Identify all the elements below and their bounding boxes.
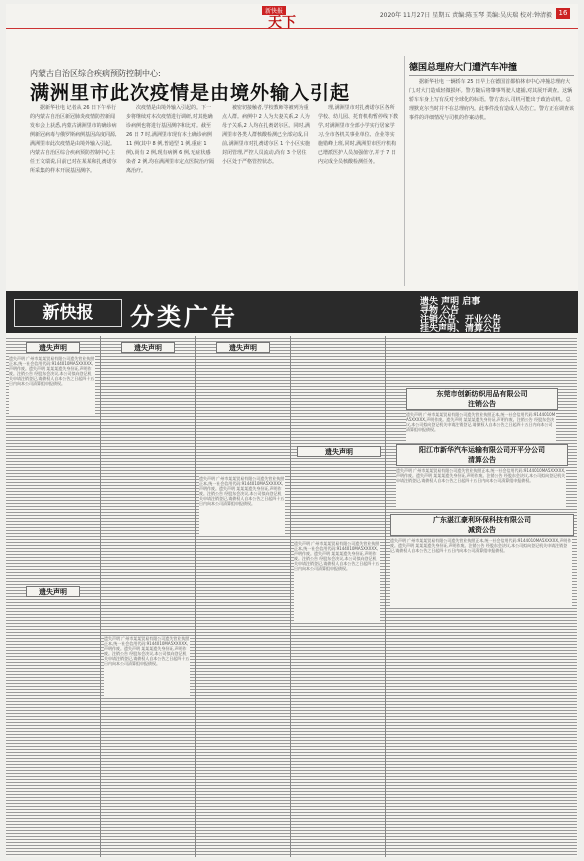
ad-heading: 遗失声明 bbox=[26, 342, 80, 353]
ad-text: 遗失声明 广州市某某贸易有限公司遗失营业执照正本,统一社会信用代码:9144010MA5XXXXX,声明作废。遗失声明 某某某遗失身份证,声明作废。注销公告 经股东会决议,本公司拟向登记机关申请注销登记,请债权人自本公告之日起四十五日内向本公司清算组申报债权。 bbox=[9, 356, 95, 416]
ad-column-2 bbox=[101, 336, 196, 857]
company-notice-3 bbox=[390, 514, 574, 536]
news-column-1: 据新华社电 记者从 26 日下午举行的内蒙古自治区新冠肺炎疫情防控新闻发布会上获悉,内蒙古满洲里市的确诊病例新冠病毒与俄罗斯病例基因高度同源,满洲里市此次疫情是由境外输入引起。内蒙古自治区综合疾病预防控制中心主任王文瑞说,目前已对在某某和扎赉诺尔所采集的样本开展基因测序。 bbox=[30, 105, 117, 174]
newspaper-page bbox=[6, 4, 578, 857]
ad-heading: 遗失声明 bbox=[297, 446, 381, 457]
ad-heading: 遗失声明 bbox=[121, 342, 175, 353]
section-title: 天下 bbox=[268, 15, 296, 31]
ad-text: 遗失声明 广州市某某贸易有限公司遗失营业执照正本,统一社会信用代码:9144010MA5XXXXX,声明作废。遗失声明 某某某遗失身份证,声明作废。注销公告 经股东会决议,本公司拟向登记机关申请注销登记,请债权人自本公告之日起四十五日内向本公司清算组申报债权。 bbox=[390, 538, 572, 608]
notice-type: 注销公告 bbox=[468, 400, 496, 408]
ad-text: 遗失声明 广州市某某贸易有限公司遗失营业执照正本,统一社会信用代码:9144010MA5XXXXX,声明作废。遗失声明 某某某遗失身份证,声明作废。注销公告 经股东会决议,本公司拟向登记机关申请注销登记,请债权人自本公告之日起四十五日内向本公司清算组申报债权。 bbox=[199, 476, 285, 536]
news-column-2: 次疫情是由境外输入引起的。下一步将继续对本次疫情进行调研,对其他确诊病例也将进行基因测序和比对。截至 26 日 7 时,满洲里市现有本土确诊病例 11 例(其中 8 例,普通型 1 例,重症 1 例),尚有 2 例,现有病例 6 例,无症状感染者 2 例,均在满洲里市定点医院治疗隔离治疗。 bbox=[126, 105, 214, 174]
ad-column-1 bbox=[6, 336, 101, 857]
ad-text: 遗失声明 广州市某某贸易有限公司遗失营业执照正本,统一社会信用代码:9144010MA5XXXXX,声明作废。遗失声明 某某某遗失身份证,声明作废。注销公告 经股东会决议,本公司拟向登记机关申请注销登记,请债权人自本公告之日起四十五日内向本公司清算组申报债权。 bbox=[104, 636, 190, 696]
ad-text: 遗失声明 广州市某某贸易有限公司遗失营业执照正本,统一社会信用代码:9144010MA5XXXXX,声明作废。遗失声明 某某某遗失身份证,声明作废。注销公告 经股东会决议,本公司拟向登记机关申请注销登记,请债权人自本公告之日起四十五日内向本公司清算组申报债权。 bbox=[396, 468, 566, 508]
section-tag: 新快报 bbox=[262, 6, 286, 15]
ad-text: 遗失声明 广州市某某贸易有限公司遗失营业执照正本,统一社会信用代码:9144010MA5XXXXX,声明作废。遗失声明 某某某遗失身份证,声明作废。注销公告 经股东会决议,本公司拟向登记机关申请注销登记,请债权人自本公告之日起四十五日内向本公司清算组申报债权。 bbox=[294, 541, 380, 621]
news-headline: 满洲里市此次疫情是由境外输入引起 bbox=[30, 82, 351, 104]
side-story-body: 据新华社电 一辆轿车 25 日早上在德国首都柏林市中心冲撞总理府大门,对大门造成轻微损坏。警方随后将肇事驾驶人逮捕,对其展开调查。这辆轿车车身上写有反对全球化的标语。警方表示,司机可能出于政治动机。总理默克尔当时并不在总理府内。此事件没有造成人员伤亡。警方正在调查该事件的详细情况与司机的作案动机。 bbox=[409, 79, 574, 121]
company-name: 广东湛江豪利环保科技有限公司 bbox=[433, 516, 531, 524]
news-column-4: 理,满洲里市对扎赉诺尔区各所学校、幼儿园、托育机构暂停线下教学,对满洲里市全部小学实行居家学习,全市各机关事业单位、企业等实施错峰上班,同时,满洲里市医疗机构已增派医护人员加强值守,并于 7 日内完成全员核酸检测任务。 bbox=[318, 105, 398, 165]
classified-grid bbox=[6, 336, 578, 857]
ad-column-5 bbox=[386, 336, 577, 857]
news-section bbox=[6, 30, 578, 288]
news-kicker: 内蒙古自治区综合疾病预防控制中心: bbox=[30, 69, 161, 78]
banner-line-1: 遗失 声明 启事 bbox=[420, 297, 481, 307]
company-name: 东莞市创新纺织用品有限公司 bbox=[436, 390, 528, 398]
company-notice-1 bbox=[406, 388, 558, 410]
date-line: 2020年 11月27日 星期五 责编:陈玉琴 美编:吴庆瑞 校对:钟清毅 bbox=[379, 12, 552, 19]
ad-column-3 bbox=[196, 336, 291, 857]
page-header bbox=[6, 4, 578, 29]
brand-logo: 新快报 bbox=[14, 299, 122, 327]
ad-text: 遗失声明 广州市某某贸易有限公司遗失营业执照正本,统一社会信用代码:9144010MA5XXXXX,声明作废。遗失声明 某某某遗失身份证,声明作废。注销公告 经股东会决议,本公司拟向登记机关申请注销登记,请债权人自本公告之日起四十五日内向本公司清算组申报债权。 bbox=[406, 412, 556, 442]
company-notice-2 bbox=[396, 444, 568, 466]
classified-banner bbox=[6, 291, 578, 333]
notice-type: 减资公告 bbox=[468, 526, 496, 534]
banner-line-2: 寻物 公告 bbox=[420, 306, 460, 316]
banner-line-3: 注销公告、开业公告 bbox=[420, 315, 502, 325]
ad-column-4 bbox=[291, 336, 386, 857]
column-divider bbox=[404, 56, 405, 286]
notice-type: 清算公告 bbox=[468, 456, 496, 464]
ad-heading: 遗失声明 bbox=[216, 342, 270, 353]
classified-title: 分类广告 bbox=[130, 302, 238, 331]
side-story-title: 德国总理府大门遭汽车冲撞 bbox=[409, 60, 574, 76]
news-column-3: 被密切接触者,学校教师等被列为重点人群。病例中 2 人为夫妻关系,2 人为母子关系,2 人均在扎赉诺尔区。同时,满洲里市各类人群核酸检测已全部完成,目前,满洲里市对扎赉诺尔区 1 个小区实施封闭管理,严控人员流动,尚有 3 个居住小区处于严格管控状态。 bbox=[222, 105, 310, 165]
ad-heading: 遗失声明 bbox=[26, 586, 80, 597]
page-number: 16 bbox=[556, 8, 570, 19]
banner-line-4: 挂失声明、清算公告 bbox=[420, 324, 502, 334]
company-name: 阳江市新华汽车运输有限公司开平分公司 bbox=[419, 446, 545, 454]
